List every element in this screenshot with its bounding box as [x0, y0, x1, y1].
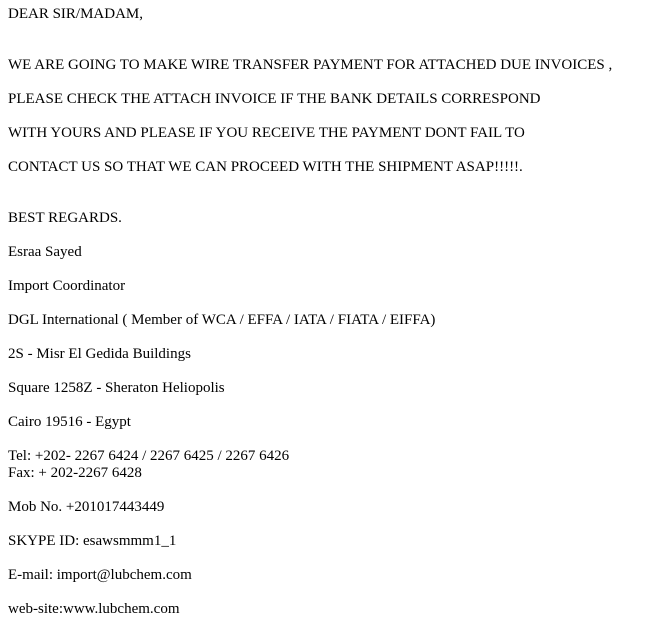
body-line-3: WITH YOURS AND PLEASE IF YOU RECEIVE THE PAYMENT DONT FAIL TO	[8, 125, 525, 141]
signature-company: DGL International ( Member of WCA / EFFA / IATA / FIATA / EIFFA)	[8, 312, 436, 328]
mobile: Mob No. +201017443449	[8, 499, 165, 515]
telephone: Tel: +202- 2267 6424 / 2267 6425 / 2267 6426	[8, 448, 290, 464]
body-line-1: WE ARE GOING TO MAKE WIRE TRANSFER PAYMENT FOR ATTACHED DUE INVOICES ,	[8, 57, 613, 73]
address-line-2: Square 1258Z - Sheraton Heliopolis	[8, 380, 225, 396]
signature-title: Import Coordinator	[8, 278, 126, 294]
body-line-4: CONTACT US SO THAT WE CAN PROCEED WITH THE SHIPMENT ASAP!!!!!.	[8, 159, 523, 175]
body-line-2: PLEASE CHECK THE ATTACH INVOICE IF THE BANK DETAILS CORRESPOND	[8, 91, 541, 107]
skype-id: SKYPE ID: esawsmmm1_1	[8, 533, 177, 549]
address-line-3: Cairo 19516 - Egypt	[8, 414, 131, 430]
email-address: E-mail: import@lubchem.com	[8, 567, 192, 583]
fax: Fax: + 202-2267 6428	[8, 465, 142, 481]
greeting: DEAR SIR/MADAM,	[8, 6, 144, 22]
address-line-1: 2S - Misr El Gedida Buildings	[8, 346, 191, 362]
website: web-site:www.lubchem.com	[8, 601, 180, 617]
closing: BEST REGARDS.	[8, 210, 122, 226]
signature-name: Esraa Sayed	[8, 244, 82, 260]
